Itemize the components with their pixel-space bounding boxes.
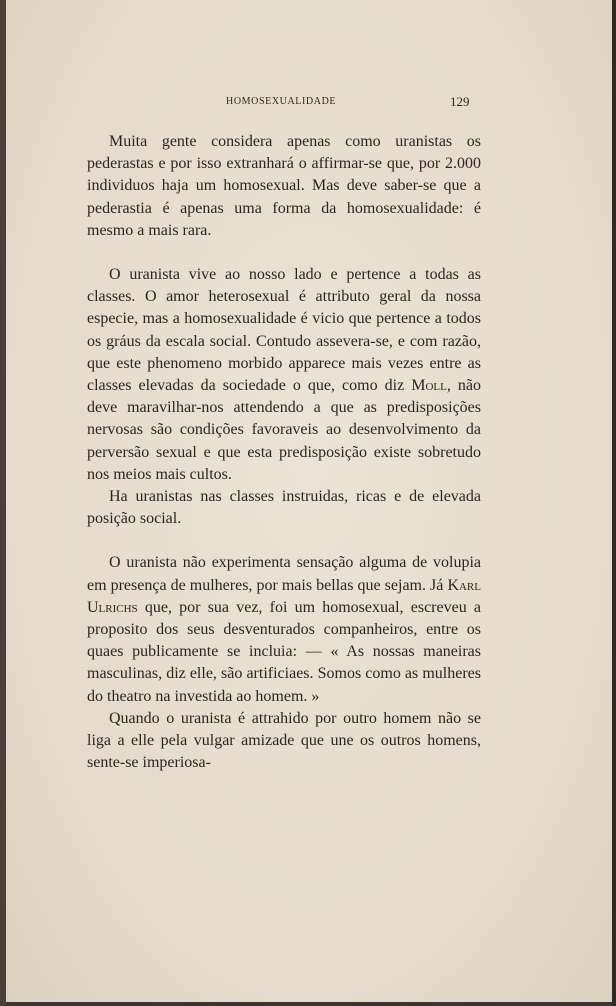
book-page — [6, 0, 612, 1002]
scan-right-edge — [612, 0, 616, 1006]
paragraph-1: Muita gente considera apenas como uranistas os pederastas e por isso extranhará o affirmar-se que, por 2.000 individuos haja um homosexual. Mas deve saber-se que a pederastia é apenas uma forma da homosexualidade: é mesmo a mais rara. — [87, 133, 481, 239]
paragraph-4-text-before: O uranista não experimenta sensação alguma de volupia em presença de mulheres, por mais bellas que sejam. Já — [87, 554, 481, 594]
author-karl-ulrichs: Karl Ulrichs — [87, 576, 481, 616]
author-moll: Moll — [411, 377, 447, 395]
running-title: HOMOSEXUALIDADE — [226, 96, 337, 107]
page-number: 129 — [450, 94, 470, 109]
body-text — [87, 131, 481, 774]
paragraph-5: Quando o uranista é attrahido por outro homem não se liga a elle pela vulgar amizade que une os outros homens, sente-se imperiosa- — [87, 709, 481, 772]
paragraph-3: Ha uranistas nas classes instruidas, ricas e de elevada posição social. — [87, 488, 481, 528]
paragraph-2-text-before: O uranista vive ao nosso lado e pertence a todas as classes. O amor heterosexual é attributo geral da nossa especie, mas a homosexualidade é vicio que pertence a todos os gráus da escala social. Contudo assevera-se, e com razão, que este phenomeno morbido apparece mais vezes entre as classes elevadas da sociedade o que, como diz — [87, 266, 481, 395]
running-head — [6, 94, 612, 110]
paragraph-2 — [87, 264, 481, 486]
paragraph-4-text-after: que, por sua vez, foi um homosexual, escreveu a proposito dos seus desventurados companheiros, entre os quaes publicamente se incluia: — « As nossas maneiras masculinas, diz elle, são artificiaes. Somos como as mulheres do theatro na investida ao homem. » — [87, 598, 481, 705]
paragraph-2-text-after: , não deve maravilhar-nos attendendo a que as predisposições nervosas são condições favoraveis ao desenvolvimento da perversão sexual e que esta predisposição existe sobretudo nos meios mais cultos. — [87, 377, 481, 483]
paragraph-4 — [87, 552, 481, 707]
